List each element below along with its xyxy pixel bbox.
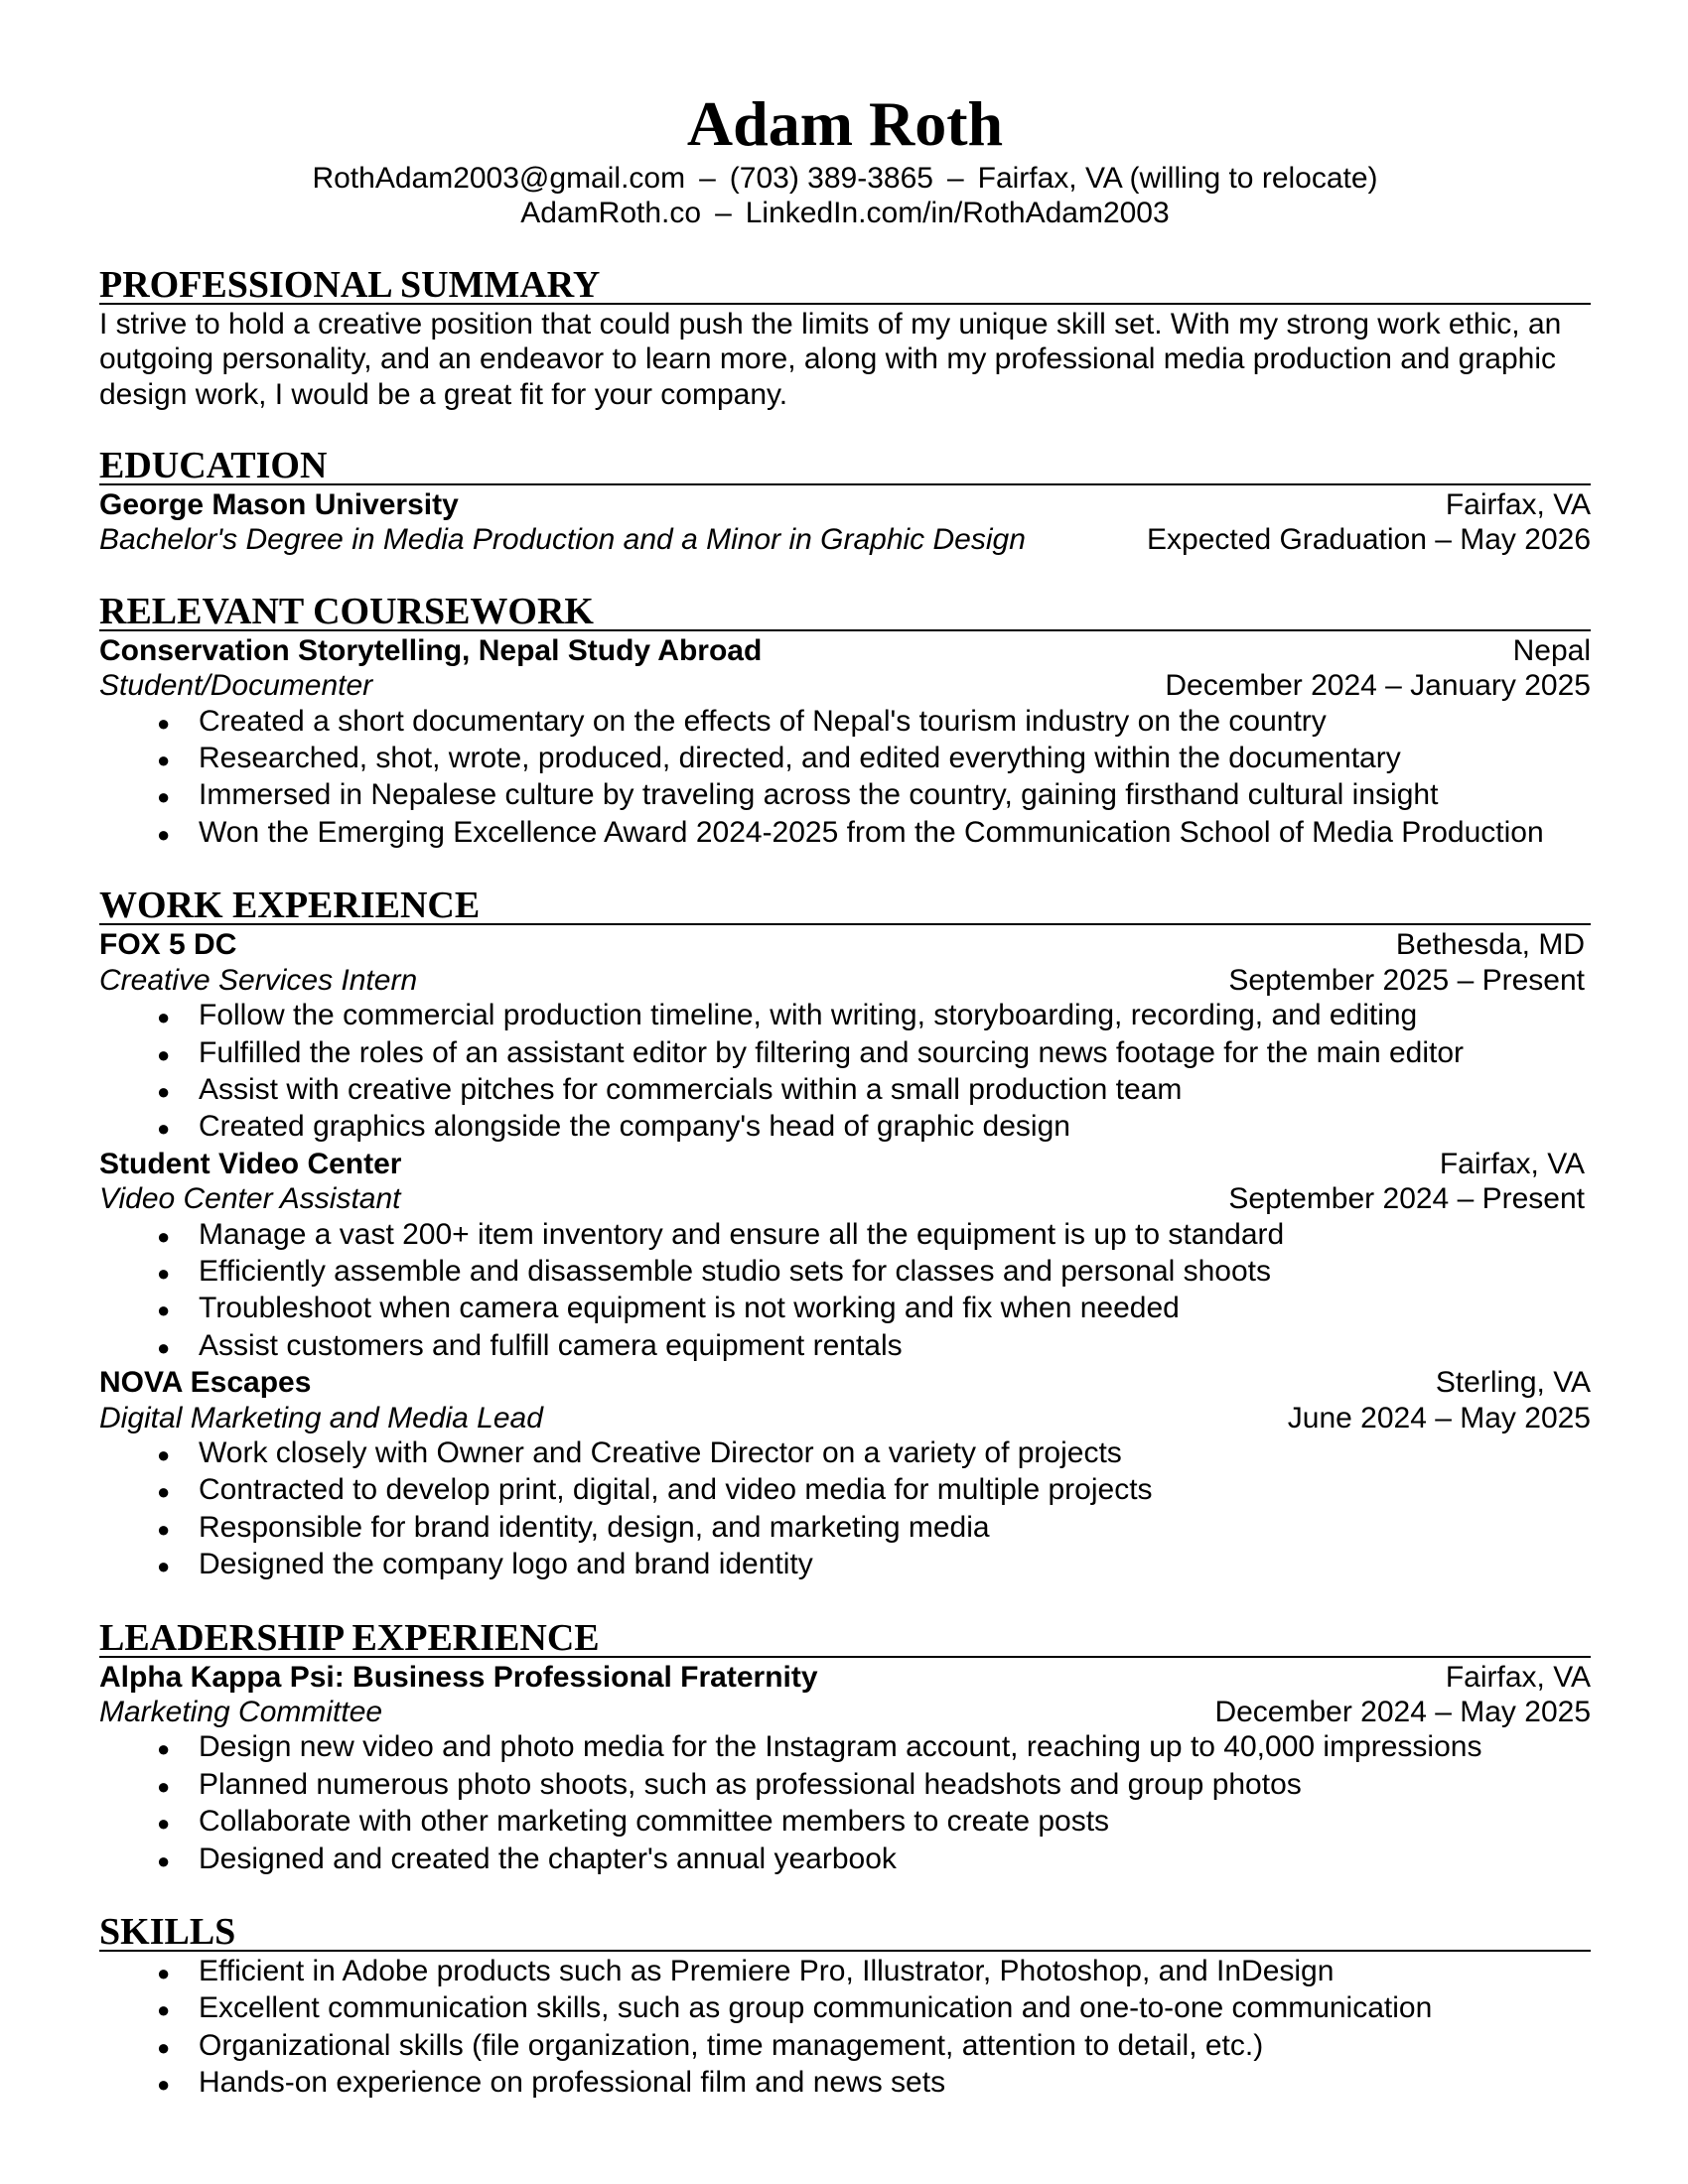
bullet-text: Immersed in Nepalese culture by traveling across the country, gaining firsthand cultural insight [199,778,1439,812]
entry-location: Nepal [1512,633,1591,667]
education-section [99,445,1591,558]
bullet-dot-icon: ● [157,1736,171,1762]
bullet-item [99,1804,1591,1841]
graduation-date: Expected Graduation – May 2026 [1147,523,1591,557]
bullet-dot-icon: ● [157,1260,171,1286]
bullet-text: Work closely with Owner and Creative Director on a variety of projects [199,1435,1122,1469]
bullet-item [99,741,1591,777]
bullet-text: Designed and created the chapter's annual yearbook [199,1842,897,1875]
resume-page [99,87,1591,2103]
linkedin: LinkedIn.com/in/RothAdam2003 [745,197,1170,230]
bullet-dot-icon: ● [157,1554,171,1579]
bullet-glyph [99,1254,199,1291]
entry-header [99,1660,1591,1695]
bullet-item [99,1217,1591,1254]
entry-role: Digital Marketing and Media Lead [99,1401,543,1434]
section-title: WORK EXPERIENCE [99,887,1591,925]
bullet-item [99,1254,1591,1291]
bullet-item [99,998,1591,1034]
bullet-dot-icon: ● [157,1961,171,1986]
bullet-glyph [99,1291,199,1327]
bullet-dot-icon: ● [157,748,171,773]
entry-role: Video Center Assistant [99,1182,401,1216]
bullet-dot-icon: ● [157,1334,171,1360]
entry-date: September 2024 – Present [1228,1182,1585,1216]
bullet-item [99,1328,1591,1365]
bullet-dot-icon: ● [157,1773,171,1799]
bullet-glyph [99,1767,199,1804]
bullet-text: Fulfilled the roles of an assistant editor by filtering and sourcing news footage for the main editor [199,1035,1465,1069]
bullet-dot-icon: ● [157,1516,171,1542]
education-row-2 [99,522,1591,557]
email: RothAdam2003@gmail.com [312,162,686,195]
bullet-dot-icon: ● [157,1479,171,1505]
bullet-item [99,2028,1591,2065]
bullet-list [99,1954,1591,2103]
bullet-dot-icon: ● [157,1297,171,1323]
entry-header [99,1147,1591,1181]
bullet-dot-icon: ● [157,1005,171,1030]
bullet-text: Organizational skills (file organization, time management, attention to detail, etc.) [199,2028,1264,2062]
bullet-item [99,1109,1591,1146]
bullet-item [99,815,1591,852]
bullet-dot-icon: ● [157,2072,171,2098]
bullet-dot-icon: ● [157,1078,171,1104]
entry-subheader [99,1181,1591,1216]
entry-header [99,1365,1591,1400]
bullet-glyph [99,815,199,852]
bullet-text: Collaborate with other marketing committee members to create posts [199,1805,1110,1839]
bullet-text: Researched, shot, wrote, produced, directed, and edited everything within the documentary [199,742,1401,775]
bullet-glyph [99,777,199,814]
entry-org: NOVA Escapes [99,1366,312,1400]
bullet-item [99,1990,1591,2027]
entry-org: FOX 5 DC [99,928,237,962]
entry-subheader [99,1401,1591,1435]
bullet-item [99,1954,1591,1990]
bullet-glyph [99,1842,199,1878]
separator: – [715,197,732,230]
bullet-text: Follow the commercial production timeline, with writing, storyboarding, recording, and editing [199,999,1418,1032]
leadership-section [99,1616,1591,1878]
bullet-item [99,1842,1591,1878]
bullet-glyph [99,1547,199,1583]
separator: – [946,162,964,195]
bullet-text: Responsible for brand identity, design, and marketing media [199,1510,990,1544]
bullet-text: Troubleshoot when camera equipment is not working and fix when needed [199,1292,1180,1325]
bullet-item [99,1472,1591,1509]
bullet-list [99,1729,1591,1878]
bullet-list [99,998,1591,1147]
bullet-list [99,1217,1591,1366]
bullet-text: Assist with creative pitches for commercials within a small production team [199,1072,1183,1106]
bullet-text: Planned numerous photo shoots, such as professional headshots and group photos [199,1767,1302,1801]
bullet-text: Designed the company logo and brand identity [199,1548,813,1581]
section-title: PROFESSIONAL SUMMARY [99,267,1591,305]
section-title: SKILLS [99,1914,1591,1952]
bullet-glyph [99,998,199,1034]
bullet-dot-icon: ● [157,1223,171,1249]
entry-subheader [99,963,1591,998]
bullet-dot-icon: ● [157,2034,171,2060]
entry-date: September 2025 – Present [1228,963,1585,997]
entry-date: June 2024 – May 2025 [1287,1401,1591,1434]
bullet-list [99,704,1591,853]
entry-org: Alpha Kappa Psi: Business Professional Fraternity [99,1660,818,1694]
bullet-glyph [99,1804,199,1841]
entry-header [99,927,1591,962]
entry-org: Conservation Storytelling, Nepal Study Abroad [99,633,763,667]
bullet-glyph [99,1472,199,1509]
bullet-item [99,1435,1591,1472]
bullet-text: Contracted to develop print, digital, and video media for multiple projects [199,1473,1153,1507]
bullet-text: Efficiently assemble and disassemble studio sets for classes and personal shoots [199,1254,1272,1288]
bullet-dot-icon: ● [157,821,171,847]
bullet-dot-icon: ● [157,1811,171,1837]
bullet-glyph [99,1954,199,1990]
bullet-text: Created a short documentary on the effects of Nepal's tourism industry on the country [199,704,1327,738]
entry-date: December 2024 – May 2025 [1214,1696,1591,1728]
school-name: George Mason University [99,488,459,522]
bullet-item [99,1510,1591,1547]
section-title: LEADERSHIP EXPERIENCE [99,1620,1591,1658]
bullet-glyph [99,1072,199,1109]
bullet-glyph [99,741,199,777]
bullet-glyph [99,1217,199,1254]
bullet-dot-icon: ● [157,1041,171,1067]
bullet-glyph [99,1729,199,1766]
bullet-dot-icon: ● [157,710,171,736]
website: AdamRoth.co [520,197,702,230]
contact-line-1 [99,161,1591,196]
contact-line-2 [99,196,1591,230]
bullet-glyph [99,1990,199,2027]
entry-role: Marketing Committee [99,1696,383,1728]
phone: (703) 389-3865 [729,162,933,195]
bullet-item [99,1035,1591,1072]
entry-role: Student/Documenter [99,669,373,703]
work-section [99,887,1591,1583]
section-title: EDUCATION [99,448,1591,485]
bullet-item [99,1729,1591,1766]
bullet-glyph [99,1035,199,1072]
entry-location: Fairfax, VA [1445,1660,1591,1694]
coursework-section [99,590,1591,852]
location: Fairfax, VA (willing to relocate) [977,162,1378,195]
candidate-name: Adam Roth [686,88,1004,159]
school-location: Fairfax, VA [1445,488,1591,522]
skills-section [99,1911,1591,2103]
bullet-text: Created graphics alongside the company's head of graphic design [199,1110,1070,1144]
bullet-item [99,777,1591,814]
bullet-dot-icon: ● [157,1116,171,1142]
bullet-item [99,2065,1591,2102]
bullet-text: Design new video and photo media for the Instagram account, reaching up to 40,000 impressions [199,1730,1482,1764]
entry-location: Bethesda, MD [1395,928,1585,962]
summary-section [99,263,1591,412]
bullet-item [99,1547,1591,1583]
entry-header [99,633,1591,668]
education-row-1 [99,487,1591,522]
bullet-item [99,1072,1591,1109]
summary-text: I strive to hold a creative position that could push the limits of my unique skill set. With my strong work ethic, an outgoing personality, and an endeavor to learn more, along with my professional media production and graphic design work, I would be a great fit for your company. [99,307,1562,411]
bullet-dot-icon: ● [157,1847,171,1873]
bullet-glyph [99,2065,199,2102]
bullet-glyph [99,704,199,741]
bullet-dot-icon: ● [157,784,171,810]
entry-subheader [99,668,1591,703]
separator: – [699,162,716,195]
bullet-item [99,704,1591,741]
bullet-text: Assist customers and fulfill camera equipment rentals [199,1328,903,1362]
entry-org: Student Video Center [99,1147,402,1180]
bullet-dot-icon: ● [157,1441,171,1467]
entry-role: Creative Services Intern [99,963,418,997]
bullet-glyph [99,2028,199,2065]
entry-location: Sterling, VA [1435,1366,1591,1400]
bullet-glyph [99,1510,199,1547]
bullet-text: Won the Emerging Excellence Award 2024-2025 from the Communication School of Media Production [199,815,1544,849]
bullet-list [99,1435,1591,1584]
bullet-dot-icon: ● [157,1997,171,2023]
bullet-text: Excellent communication skills, such as group communication and one-to-one communication [199,1991,1433,2025]
bullet-glyph [99,1328,199,1365]
degree: Bachelor's Degree in Media Production and a Minor in Graphic Design [99,523,1026,557]
entry-location: Fairfax, VA [1439,1147,1585,1180]
entry-date: December 2024 – January 2025 [1165,669,1591,703]
section-title: RELEVANT COURSEWORK [99,594,1591,631]
bullet-text: Efficient in Adobe products such as Premiere Pro, Illustrator, Photoshop, and InDesign [199,1955,1335,1988]
bullet-text: Manage a vast 200+ item inventory and ensure all the equipment is up to standard [199,1217,1285,1251]
bullet-item [99,1767,1591,1804]
entry-subheader [99,1695,1591,1729]
bullet-text: Hands-on experience on professional film and news sets [199,2066,946,2100]
bullet-glyph [99,1435,199,1472]
bullet-item [99,1291,1591,1327]
bullet-glyph [99,1109,199,1146]
